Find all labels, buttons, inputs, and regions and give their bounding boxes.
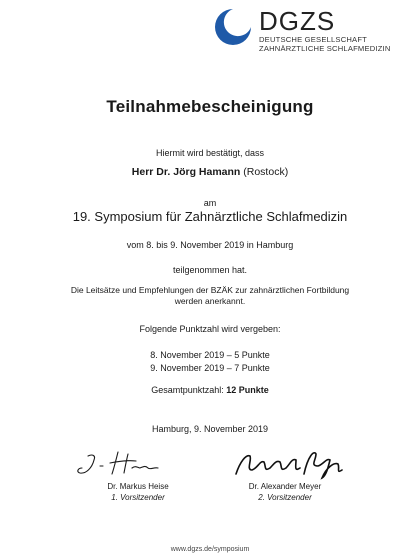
footer-url[interactable]: www.dgzs.de/symposium: [170, 546, 250, 553]
total-value: 12 Punkte: [226, 385, 269, 395]
confirmation-text: Hiermit wird bestätigt, dass: [155, 148, 265, 158]
signer-role: 1. Vorsitzender: [111, 493, 165, 502]
points-day2: 9. November 2019 – 7 Punkte: [150, 363, 270, 373]
place-date: Hamburg, 9. November 2019: [151, 424, 269, 434]
total-label: Gesamtpunktzahl:: [151, 385, 224, 395]
logo-subtitle-line2: ZAHNÄRZTLICHE SCHLAFMEDIZIN: [259, 44, 391, 53]
document-title: Teilnahmebescheinigung: [106, 97, 314, 116]
points-day1: 8. November 2019 – 5 Punkte: [150, 350, 270, 360]
signer-name: Dr. Alexander Meyer: [248, 482, 322, 491]
signer-meyer: [205, 481, 365, 503]
signature-heise: [70, 446, 210, 480]
guidelines-content: Die Leitsätze und Empfehlungen der BZÄK zur zahnärztlichen Fortbildung werden anerkannt.: [70, 285, 350, 306]
dgzs-logo: [212, 6, 417, 56]
total-points: [0, 385, 420, 395]
participation-text: teilgenommen hat.: [172, 265, 248, 275]
guidelines-text: [0, 285, 420, 307]
logo-crescent-icon: [212, 6, 254, 48]
am-text: am: [203, 198, 217, 208]
signer-role: 2. Vorsitzender: [258, 493, 312, 502]
logo-subtitle-line1: DEUTSCHE GESELLSCHAFT: [259, 35, 368, 44]
event-title: 19. Symposium für Zahnärztliche Schlafmedizin: [72, 209, 348, 224]
participant-city: (Rostock): [243, 166, 289, 178]
logo-name: DGZS: [259, 6, 336, 36]
event-dates: vom 8. bis 9. November 2019 in Hamburg: [126, 240, 294, 250]
points-intro: Folgende Punktzahl wird vergeben:: [139, 324, 281, 334]
participant-name: [0, 166, 420, 178]
signer-heise: [58, 481, 218, 503]
signature-meyer: [230, 446, 370, 480]
participant-name-bold: Herr Dr. Jörg Hamann: [131, 166, 241, 178]
signer-name: Dr. Markus Heise: [107, 482, 169, 491]
